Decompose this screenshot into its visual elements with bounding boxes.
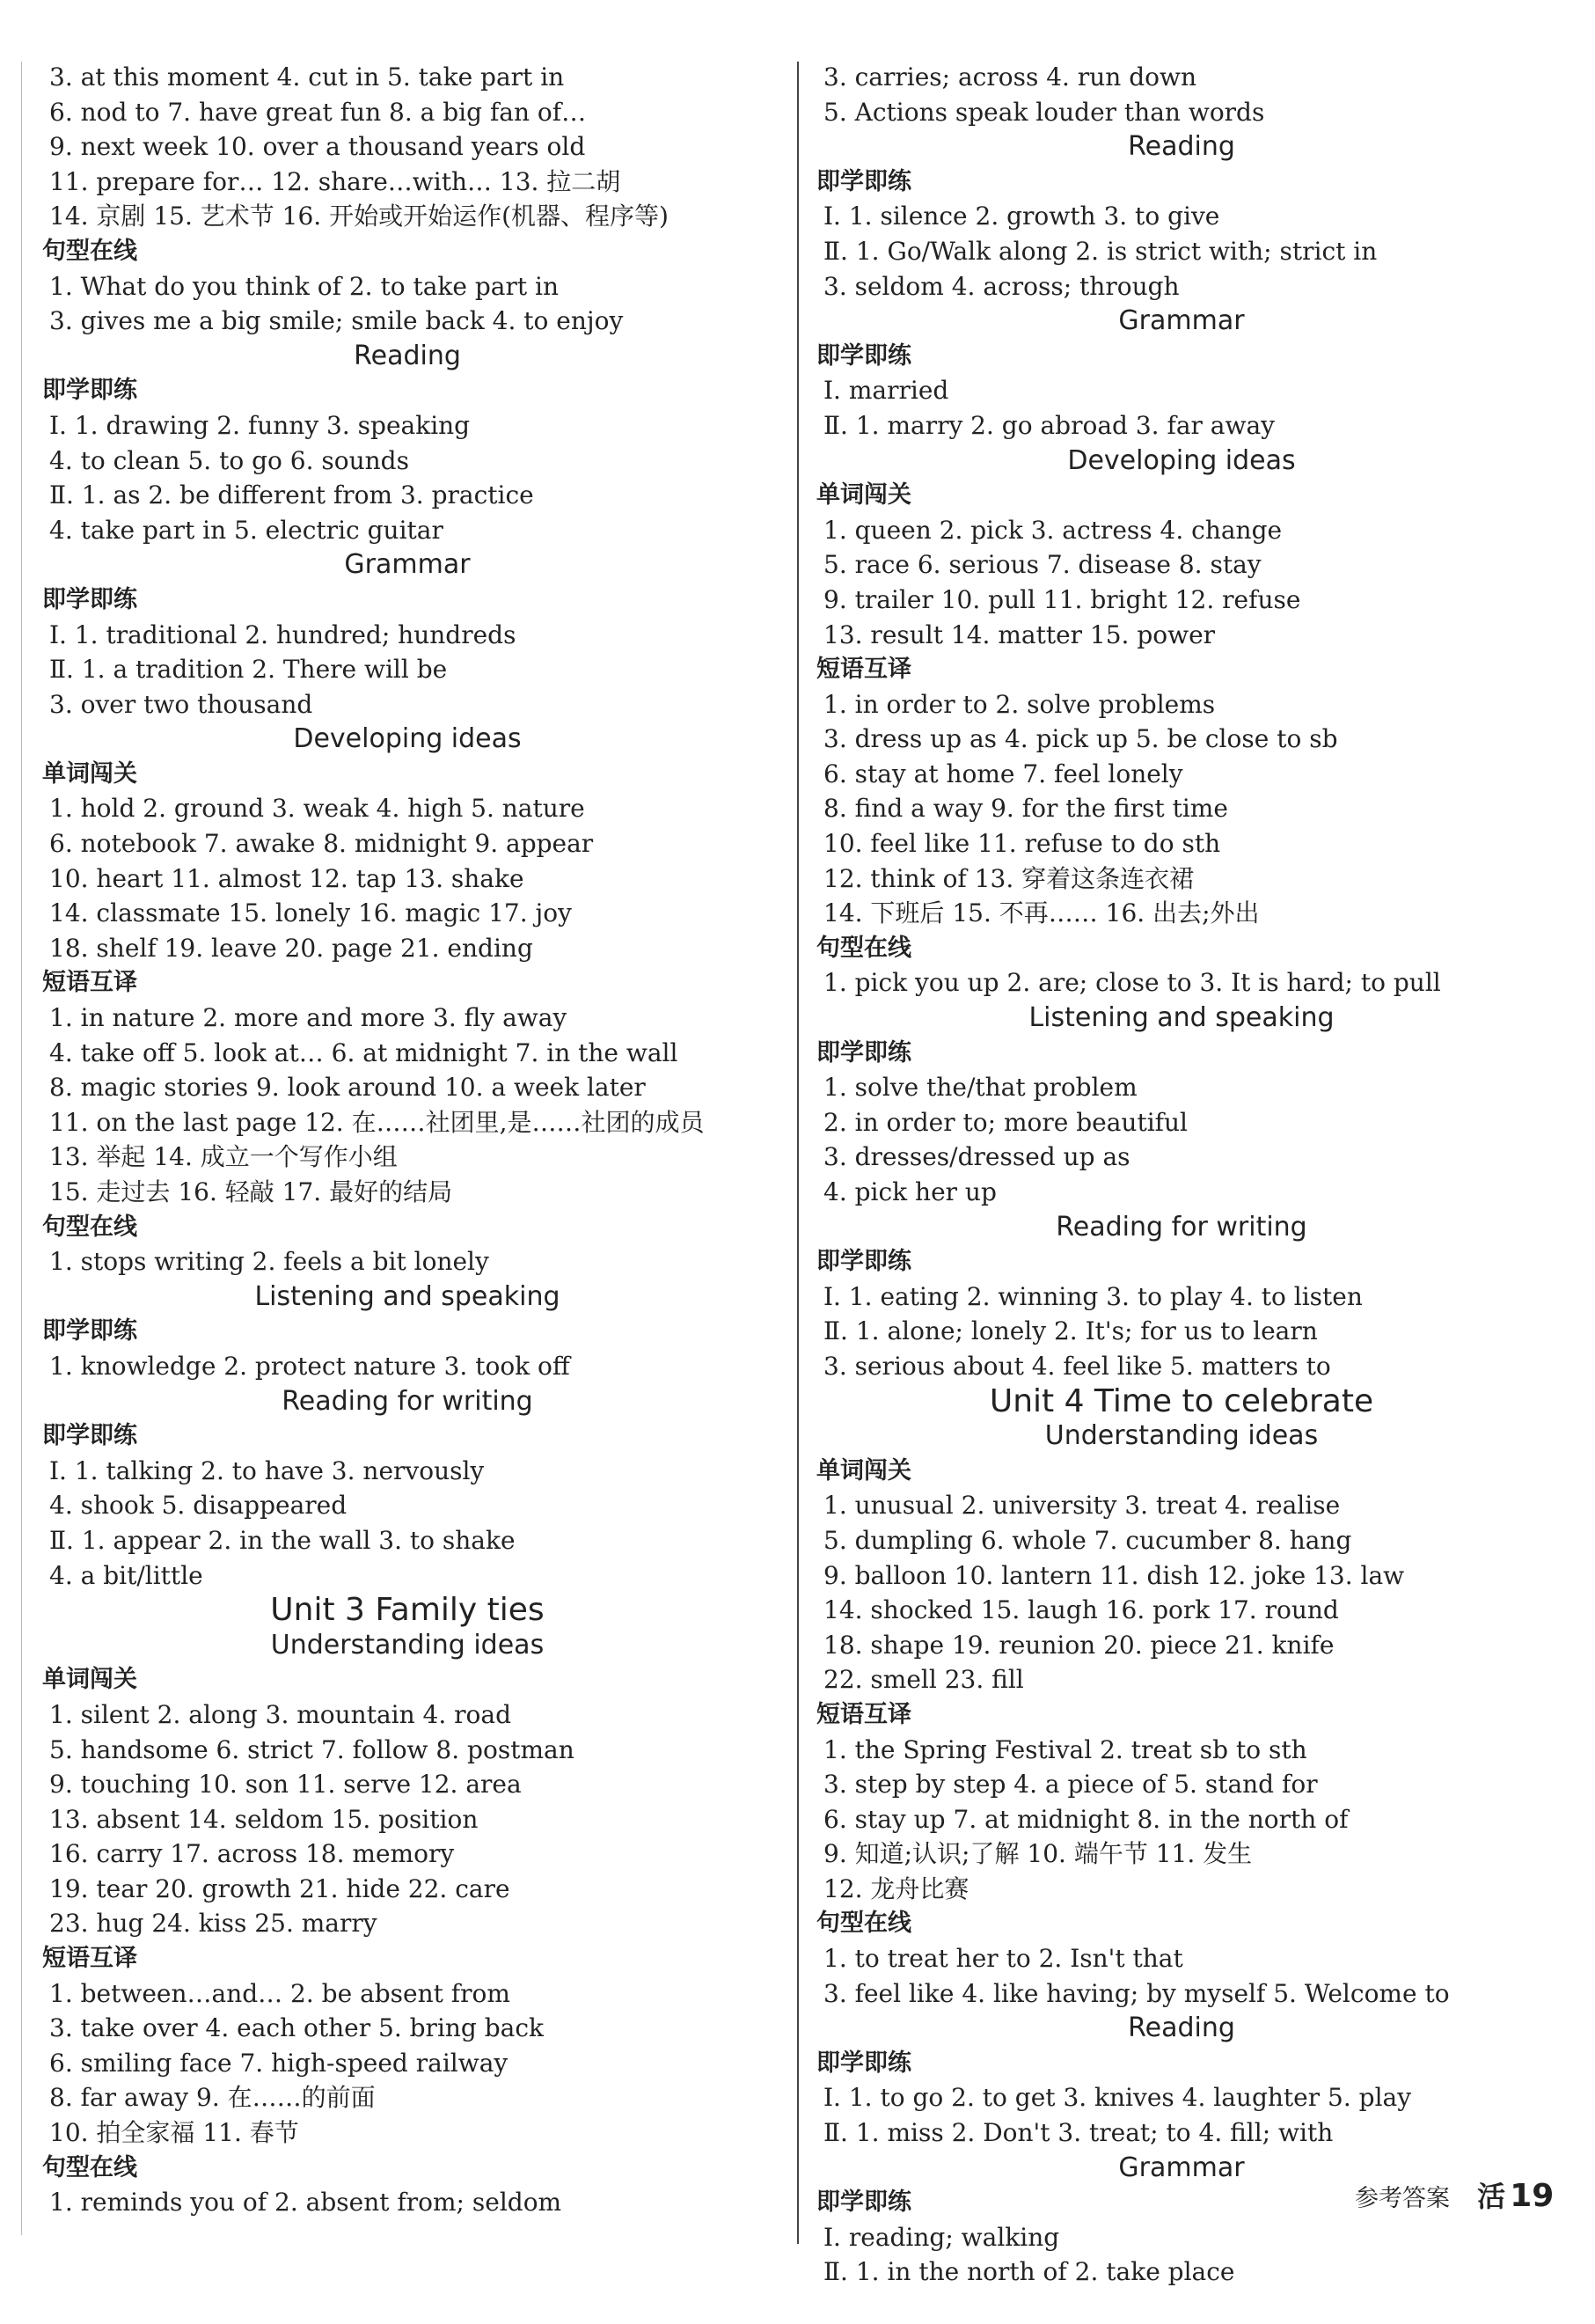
column-divider [797,62,799,2244]
answer-line: 1. unusual 2. university 3. treat 4. realise [823,1491,1341,1521]
answer-line: 3. take over 4. each other 5. bring back [49,2013,545,2043]
answer-line: 18. shelf 19. leave 20. page 21. ending [49,933,533,963]
page-number: 19 [1510,2178,1555,2214]
answer-line: 9. balloon 10. lantern 11. dish 12. joke 13. law [823,1560,1405,1590]
answer-line: 3. seldom 4. across; through [823,271,1180,301]
answer-line: 12. 龙舟比赛 [823,1873,969,1903]
unit-heading: Unit 4 Time to celebrate [989,1382,1374,1419]
answer-line: Ⅰ. 1. drawing 2. funny 3. speaking [49,410,471,440]
exercise-label: 句型在线 [42,237,137,265]
answer-line: 11. on the last page 12. 在……社团里,是……社团的成员 [49,1107,705,1137]
section-heading: Understanding ideas [1044,1420,1319,1452]
page-footer [1355,2174,1554,2219]
answer-line: 4. pick her up [823,1177,997,1206]
exercise-label: 句型在线 [42,2153,137,2181]
answer-line: 18. shape 19. reunion 20. piece 21. knife [823,1630,1335,1660]
exercise-label: 即学即练 [816,2049,911,2077]
answer-line: 1. hold 2. ground 3. weak 4. high 5. nature [49,794,585,824]
answer-line: 1. reminds you of 2. absent from; seldom [49,2188,562,2218]
answer-line: 3. serious about 4. feel like 5. matters to [823,1351,1331,1381]
answer-line: Ⅰ. reading; walking [823,2222,1060,2252]
exercise-label: 单词闯关 [816,481,911,510]
answer-line: 8. far away 9. 在……的前面 [49,2083,376,2113]
answer-line: 10. feel like 11. refuse to do sth [823,829,1221,859]
answer-line: 1. silent 2. along 3. mountain 4. road [49,1699,512,1729]
answer-line: 4. take part in 5. electric guitar [49,515,443,545]
exercise-label: 单词闯关 [42,1666,137,1694]
exercise-label: 即学即练 [42,1317,137,1345]
answer-line: 8. magic stories 9. look around 10. a week later [49,1073,646,1103]
answer-line: 1. pick you up 2. are; close to 3. It is hard; to pull [823,968,1441,998]
answer-line: 6. stay up 7. at midnight 8. in the north of [823,1804,1349,1834]
answer-line: 5. race 6. serious 7. disease 8. stay [823,550,1262,580]
answer-line: 1. in order to 2. solve problems [823,689,1216,719]
answer-line: 4. a bit/little [49,1560,203,1590]
answer-line: 13. result 14. matter 15. power [823,619,1216,649]
exercise-label: 短语互译 [42,969,137,997]
exercise-label: 即学即练 [42,1422,137,1450]
exercise-label: 句型在线 [816,1910,911,1938]
answer-line: 3. carries; across 4. run down [823,62,1196,92]
exercise-label: 短语互译 [816,1700,911,1728]
answer-column-left [42,60,772,2220]
section-heading: Understanding ideas [270,1629,545,1661]
answer-line: 10. heart 11. almost 12. tap 13. shake [49,863,524,893]
answer-line: Ⅱ. 1. alone; lonely 2. It's; for us to learn [823,1316,1318,1346]
answer-line: 22. smell 23. fill [823,1665,1024,1695]
exercise-label: 单词闯关 [42,759,137,788]
answer-line: 19. tear 20. growth 21. hide 22. care [49,1873,510,1903]
answer-line: 10. 拍全家福 11. 春节 [49,2118,299,2148]
answer-line: Ⅱ. 1. as 2. be different from 3. practice [49,480,534,510]
answer-line: 13. 举起 14. 成立一个写作小组 [49,1142,398,1172]
answer-line: 6. stay at home 7. feel lonely [823,759,1183,788]
answer-line: 1. in nature 2. more and more 3. fly away [49,1003,567,1033]
answer-line: 4. to clean 5. to go 6. sounds [49,445,409,475]
answer-line: Ⅰ. 1. talking 2. to have 3. nervously [49,1455,485,1485]
footer-book-mark: 活 [1477,2180,1506,2213]
answer-line: 1. knowledge 2. protect nature 3. took off [49,1351,570,1381]
answer-line: Ⅰ. married [823,376,949,406]
answer-line: 1. to treat her to 2. Isn't that [823,1944,1183,1974]
answer-line: 3. feel like 4. like having; by myself 5. Welcome to [823,1978,1450,2008]
section-heading: Grammar [344,549,471,581]
answer-line: 6. smiling face 7. high-speed railway [49,2048,508,2078]
exercise-label: 即学即练 [816,1248,911,1276]
section-heading: Developing ideas [1067,444,1296,476]
answer-line: 14. shocked 15. laugh 16. pork 17. round [823,1595,1339,1625]
answer-line: Ⅱ. 1. marry 2. go abroad 3. far away [823,410,1275,440]
answer-line: Ⅰ. 1. silence 2. growth 3. to give [823,202,1220,231]
exercise-label: 即学即练 [42,377,137,405]
exercise-label: 句型在线 [42,1213,137,1241]
answer-line: 6. nod to 7. have great fun 8. a big fan of… [49,97,587,127]
exercise-label: 句型在线 [816,934,911,962]
section-heading: Reading for writing [1056,1211,1307,1243]
answer-line: 6. notebook 7. awake 8. midnight 9. appear [49,829,594,859]
answer-line: Ⅰ. 1. eating 2. winning 3. to play 4. to listen [823,1281,1363,1311]
section-heading: Reading [1128,131,1235,163]
unit-heading: Unit 3 Family ties [270,1592,545,1629]
answer-column-right [816,60,1547,2290]
answer-line: 4. shook 5. disappeared [49,1491,348,1521]
answer-line: 9. next week 10. over a thousand years old [49,132,586,162]
answer-line: 15. 走过去 16. 轻敲 17. 最好的结局 [49,1177,453,1206]
answer-line: 11. prepare for… 12. share…with… 13. 拉二胡 [49,166,621,196]
answer-line: 8. find a way 9. for the first time [823,794,1228,824]
answer-line: 13. absent 14. seldom 15. position [49,1804,479,1834]
answer-line: 14. classmate 15. lonely 16. magic 17. joy [49,898,572,928]
section-heading: Grammar [1118,2152,1245,2183]
answer-line: 9. 知道;认识;了解 10. 端午节 11. 发生 [823,1839,1253,1869]
answer-line: 3. dress up as 4. pick up 5. be close to sb [823,724,1338,754]
answer-line: 9. touching 10. son 11. serve 12. area [49,1770,522,1800]
answer-line: 9. trailer 10. pull 11. bright 12. refuse [823,584,1301,614]
answer-line: 16. carry 17. across 18. memory [49,1839,455,1869]
answer-line: 14. 下班后 15. 不再…… 16. 出去;外出 [823,898,1260,928]
answer-line: 1. stops writing 2. feels a bit lonely [49,1247,489,1277]
answer-line: Ⅰ. 1. traditional 2. hundred; hundreds [49,619,516,649]
exercise-label: 即学即练 [816,167,911,195]
answer-line: Ⅱ. 1. appear 2. in the wall 3. to shake [49,1525,516,1555]
answer-line: 3. gives me a big smile; smile back 4. to enjoy [49,306,624,336]
answer-line: 3. step by step 4. a piece of 5. stand for [823,1770,1318,1800]
exercise-label: 短语互译 [816,656,911,684]
exercise-label: 即学即练 [816,341,911,370]
answer-line: Ⅱ. 1. in the north of 2. take place [823,2257,1235,2287]
answer-line: 1. between…and… 2. be absent from [49,1978,510,2008]
answer-line: Ⅰ. 1. to go 2. to get 3. knives 4. laughter 5. play [823,2083,1412,2113]
section-heading: Listening and speaking [1028,1002,1335,1034]
answer-line: 12. think of 13. 穿着这条连衣裙 [823,863,1195,893]
answer-line: 1. queen 2. pick 3. actress 4. change [823,515,1283,545]
answer-line: Ⅱ. 1. a tradition 2. There will be [49,655,448,685]
answer-line: 23. hug 24. kiss 25. marry [49,1909,377,1939]
answer-line: Ⅱ. 1. Go/Walk along 2. is strict with; strict in [823,236,1378,266]
exercise-label: 短语互译 [42,1945,137,1973]
section-heading: Developing ideas [293,723,522,755]
answer-line: Ⅱ. 1. miss 2. Don't 3. treat; to 4. fill; with [823,2118,1334,2148]
answer-line: 3. dresses/dressed up as [823,1142,1130,1172]
section-heading: Listening and speaking [254,1280,560,1312]
answer-line: 1. What do you think of 2. to take part in [49,271,559,301]
exercise-label: 即学即练 [816,1038,911,1067]
answer-line: 5. handsome 6. strict 7. follow 8. postman [49,1734,574,1764]
answer-line: 3. over two thousand [49,689,313,719]
answer-line: 4. take off 5. look at… 6. at midnight 7. in the wall [49,1037,678,1067]
exercise-label: 即学即练 [42,585,137,613]
footer-label: 参考答案 [1355,2185,1450,2212]
answer-line: 1. solve the/that problem [823,1073,1138,1103]
answer-line: 1. the Spring Festival 2. treat sb to sth [823,1734,1307,1764]
section-heading: Reading for writing [282,1385,533,1417]
exercise-label: 即学即练 [816,2188,911,2217]
section-heading: Reading [354,340,461,371]
answer-line: 14. 京剧 15. 艺术节 16. 开始或开始运作(机器、程序等) [49,202,669,231]
page-margin-line [21,62,22,2235]
exercise-label: 单词闯关 [816,1456,911,1485]
section-heading: Reading [1128,2012,1235,2044]
section-heading: Grammar [1118,305,1245,337]
answer-line: 5. dumpling 6. whole 7. cucumber 8. hang [823,1525,1352,1555]
answer-line: 2. in order to; more beautiful [823,1107,1189,1137]
answer-line: 5. Actions speak louder than words [823,97,1265,127]
answer-line: 3. at this moment 4. cut in 5. take part in [49,62,565,92]
